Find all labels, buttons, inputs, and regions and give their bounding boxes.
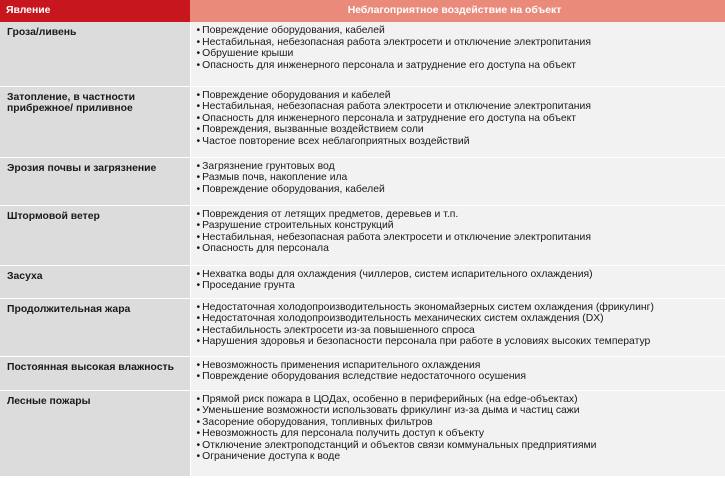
table-row bbox=[0, 205, 725, 265]
effects-cell bbox=[190, 356, 725, 390]
table-header-row bbox=[0, 0, 725, 22]
list-item: • Нестабильность электросети из-за повышенного спроса bbox=[197, 325, 720, 337]
list-item: • Нестабильная, небезопасная работа электросети и отключение электропитания bbox=[197, 232, 720, 244]
effects-cell bbox=[190, 157, 725, 205]
list-item: • Повреждение оборудования вследствие недостаточного осушения bbox=[197, 371, 720, 383]
table-row bbox=[0, 265, 725, 298]
list-item: • Повреждение оборудования, кабелей bbox=[197, 184, 720, 196]
effects-cell bbox=[190, 22, 725, 86]
list-item: • Недостаточная холодопроизводительность механических систем охлаждения (DX) bbox=[197, 313, 720, 325]
list-item: • Обрушение крыши bbox=[197, 48, 720, 60]
effects-cell bbox=[190, 205, 725, 265]
phenomenon-cell: Затопление, в частности прибрежное/ приливное bbox=[0, 86, 190, 157]
list-item: • Недостаточная холодопроизводительность экономайзерных систем охлаждения (фрикулинг) bbox=[197, 302, 720, 314]
list-item: • Повреждения от летящих предметов, деревьев и т.п. bbox=[197, 209, 720, 221]
list-item: • Загрязнение грунтовых вод bbox=[197, 161, 720, 173]
list-item: • Нестабильная, небезопасная работа электросети и отключение электропитания bbox=[197, 101, 720, 113]
phenomenon-cell: Лесные пожары bbox=[0, 390, 190, 476]
list-item: • Размыв почв, накопление ила bbox=[197, 172, 720, 184]
list-item: • Невозможность для персонала получить доступ к объекту bbox=[197, 428, 720, 440]
effects-list bbox=[197, 269, 720, 292]
list-item: • Проседание грунта bbox=[197, 280, 720, 292]
phenomenon-cell: Засуха bbox=[0, 265, 190, 298]
list-item: • Нарушения здоровья и безопасности персонала при работе в условиях высоких температур bbox=[197, 336, 720, 348]
list-item: • Прямой риск пожара в ЦОДах, особенно в периферийных (на edge-объектах) bbox=[197, 394, 720, 406]
effects-list bbox=[197, 90, 720, 148]
phenomenon-cell: Гроза/ливень bbox=[0, 22, 190, 86]
effects-list bbox=[197, 394, 720, 464]
list-item: • Повреждения, вызванные воздействием соли bbox=[197, 124, 720, 136]
phenomenon-cell: Штормовой ветер bbox=[0, 205, 190, 265]
effects-cell bbox=[190, 390, 725, 476]
effects-list bbox=[197, 302, 720, 348]
list-item: • Отключение электроподстанций и объектов связи коммунальных предприятиями bbox=[197, 440, 720, 452]
effects-list bbox=[197, 161, 720, 196]
effects-list bbox=[197, 209, 720, 255]
table-row bbox=[0, 390, 725, 476]
list-item: • Нестабильная, небезопасная работа электросети и отключение электропитания bbox=[197, 37, 720, 49]
table-row bbox=[0, 157, 725, 205]
effects-cell bbox=[190, 86, 725, 157]
list-item: • Нехватка воды для охлаждения (чиллеров, систем испарительного охлаждения) bbox=[197, 269, 720, 281]
list-item: • Опасность для персонала bbox=[197, 243, 720, 255]
effects-list bbox=[197, 25, 720, 71]
table-row bbox=[0, 86, 725, 157]
list-item: • Ограничение доступа к воде bbox=[197, 451, 720, 463]
list-item: • Уменьшение возможности использовать фрикулинг из-за дыма и частиц сажи bbox=[197, 405, 720, 417]
table-row bbox=[0, 298, 725, 356]
list-item: • Повреждение оборудования, кабелей bbox=[197, 25, 720, 37]
list-item: • Засорение оборудования, топливных фильтров bbox=[197, 417, 720, 429]
header-effect: Неблагоприятное воздействие на объект bbox=[190, 0, 725, 22]
table-body bbox=[0, 22, 725, 476]
list-item: • Опасность для инженерного персонала и затруднение его доступа на объект bbox=[197, 113, 720, 125]
list-item: • Частое повторение всех неблагоприятных воздействий bbox=[197, 136, 720, 148]
phenomenon-cell: Постоянная высокая влажность bbox=[0, 356, 190, 390]
header-phenomenon: Явление bbox=[0, 0, 190, 22]
list-item: • Разрушение строительных конструкций bbox=[197, 220, 720, 232]
phenomenon-cell: Продолжительная жара bbox=[0, 298, 190, 356]
list-item: • Опасность для инженерного персонала и затруднение его доступа на объект bbox=[197, 60, 720, 72]
table-row bbox=[0, 356, 725, 390]
list-item: • Невозможность применения испарительного охлаждения bbox=[197, 360, 720, 372]
list-item: • Повреждение оборудования и кабелей bbox=[197, 90, 720, 102]
effects-cell bbox=[190, 265, 725, 298]
effects-cell bbox=[190, 298, 725, 356]
table-row bbox=[0, 22, 725, 86]
phenomenon-cell: Эрозия почвы и загрязнение bbox=[0, 157, 190, 205]
effects-list bbox=[197, 360, 720, 383]
